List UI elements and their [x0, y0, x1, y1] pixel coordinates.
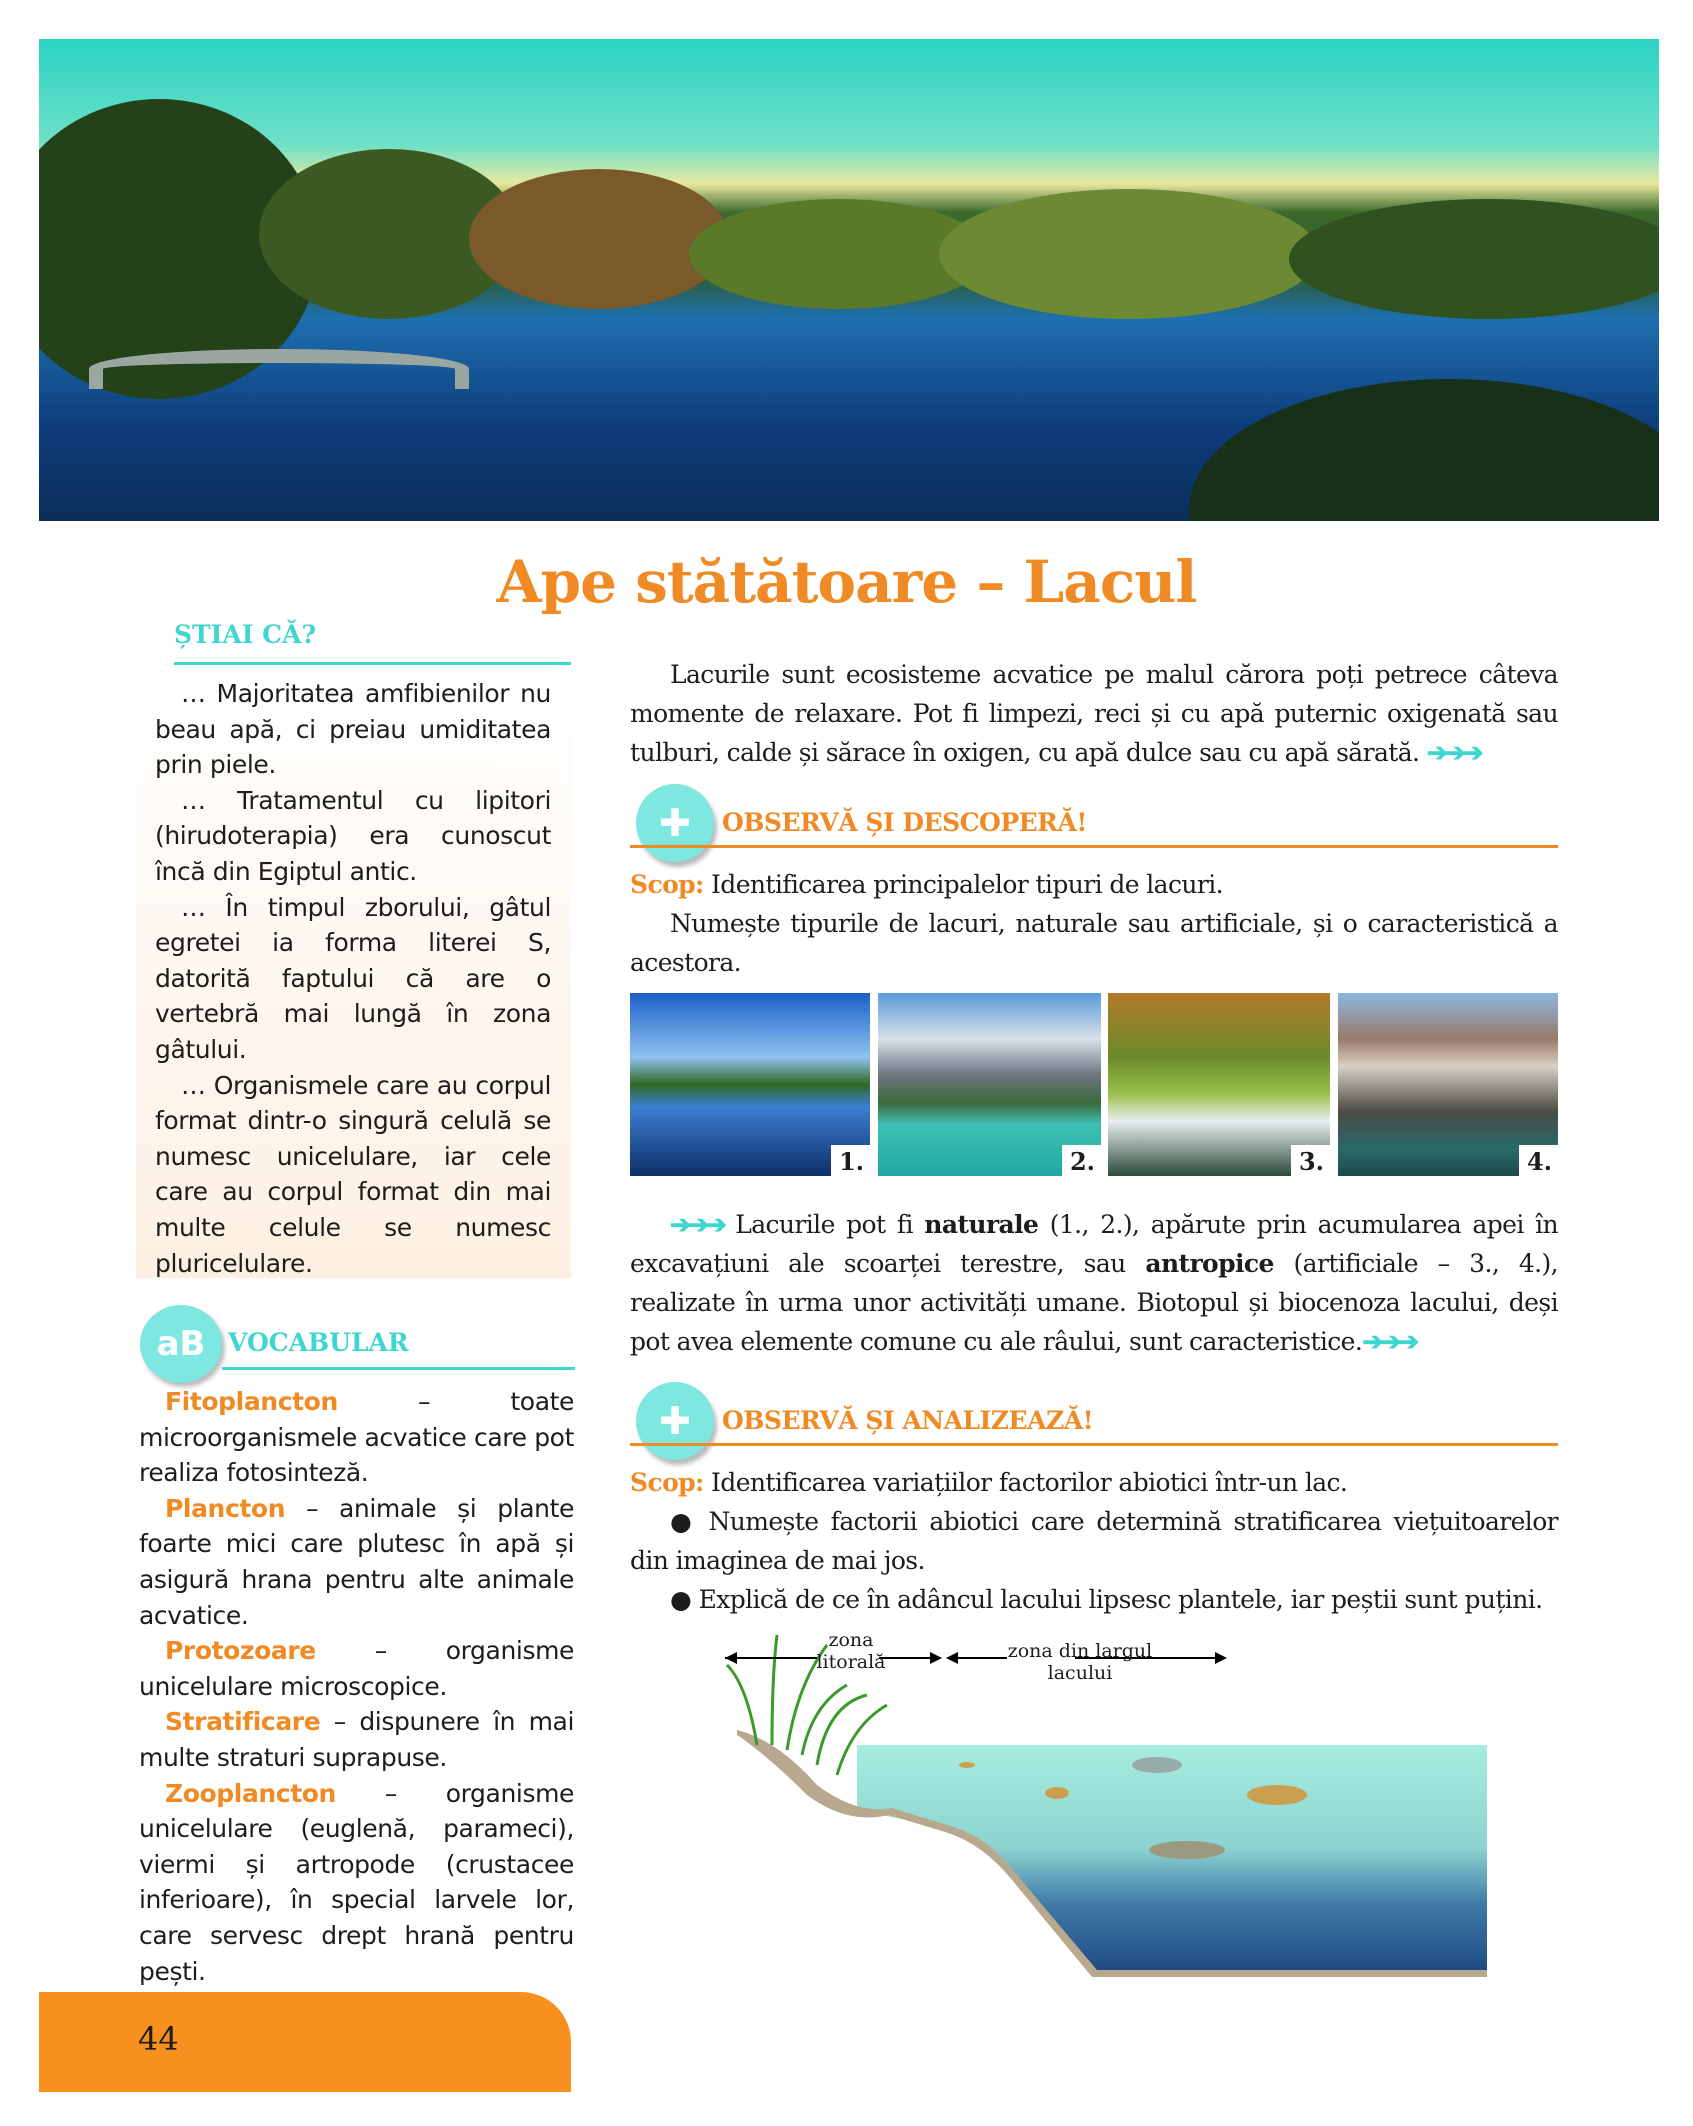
section2-text [630, 1463, 1558, 1619]
fact: … Tratamentul cu lipitori (hirudoterapia) era cunoscut încă din Egiptul antic. [155, 785, 551, 886]
page-footer-bar [39, 1992, 571, 2092]
vocabulary-entry [139, 1633, 574, 1704]
section-divider [630, 845, 1558, 848]
lake-types-paragraph [630, 1205, 1558, 1361]
text: (artificiale – 3., 4.), realizate în urma unor activități umane. Biotopul și biocenoza lacului, deși pot avea elemente comune cu ale râului, sunt caracteristice. [630, 1249, 1558, 1356]
vocabulary-entry [139, 1491, 574, 1633]
page-number: 44 [138, 2020, 179, 2058]
vocabulary-heading: VOCABULAR [228, 1328, 409, 1357]
vocabulary-icon: aB [140, 1305, 222, 1383]
did-you-know-facts [155, 676, 551, 1281]
fact: … Organismele care au corpul format dintr-o singură celulă se numesc unicelulare, iar cele care au corpul format din mai multe celule se numesc pluricelulare. [155, 1070, 551, 1278]
puzzle-icon: ✚ [636, 784, 714, 862]
section1-text [630, 865, 1558, 982]
zone-label-open-water: zona din largul lacului [1007, 1640, 1153, 1684]
fact: … În timpul zborului, gâtul egretei ia forma literei S, datorită faptului că are o vertebră mai lungă în zona gâtului. [155, 892, 551, 1064]
bullet-text: Explică de ce în adâncul lacului lipsesc plantele, iar peștii sunt puțini. [698, 1585, 1543, 1614]
vocabulary-entry [139, 1776, 574, 1990]
lake-photo-4-dam [1338, 993, 1558, 1176]
puzzle-icon: ✚ [636, 1382, 714, 1460]
vocabulary-term: Fitoplancton [165, 1387, 338, 1416]
vocabulary-term: Stratificare [165, 1707, 321, 1737]
lake-photo-2 [878, 993, 1101, 1176]
photo-label: 3. [1291, 1145, 1330, 1176]
lake-photo-3 [1108, 993, 1330, 1176]
text: (1., 2.), apărute prin acumularea apei în excavațiuni ale scoarței terestre, sau [630, 1210, 1558, 1278]
water [857, 1745, 1487, 1973]
bullet-item: ● Numește factorii abiotici care determină stratificarea viețuitoarelor din imaginea de mai jos. [630, 1507, 1558, 1575]
section-divider [630, 1443, 1558, 1446]
page-title: Ape stătătoare – Lacul [496, 548, 1197, 616]
heading-divider [222, 1367, 575, 1370]
photo-label: 4. [1519, 1145, 1558, 1176]
did-you-know-heading: ȘTIAI CĂ? [174, 620, 317, 649]
vocabulary-term: Plancton [165, 1493, 286, 1523]
section-heading-observe-discover: OBSERVĂ ȘI DESCOPERĂ! [722, 808, 1087, 837]
photo-label: 1. [831, 1145, 870, 1176]
zone-label-littoral: zona litorală [816, 1629, 886, 1673]
intro-paragraph [630, 655, 1558, 772]
continue-arrows-icon: ➔➔➔ [1362, 1327, 1417, 1356]
bold-term: naturale [924, 1210, 1039, 1239]
section-heading-observe-analyze: OBSERVĂ ȘI ANALIZEAZĂ! [722, 1406, 1094, 1435]
photo-label: 2. [1062, 1145, 1101, 1176]
scop-label: Scop: [630, 1468, 704, 1497]
vocabulary-definition: – animale și plante foarte mici care plutesc în apă și asigură hrana pentru alte animale acvatice. [139, 1493, 574, 1630]
intro-text: Lacurile sunt ecosisteme acvatice pe malul cărora poți petrece câteva momente de relaxare. Pot fi limpezi, reci și cu apă puternic oxigenată sau tulburi, calde și sărace în oxigen, cu apă dulce sau cu apă sărată. [630, 660, 1558, 767]
lake-zones-diagram [717, 1625, 1487, 1995]
vocabulary-definition: – organisme unicelulare microscopice. [139, 1636, 574, 1701]
scop-text: Identificarea variațiilor factorilor abiotici într-un lac. [703, 1468, 1348, 1497]
bold-term: antropice [1145, 1249, 1274, 1278]
continue-arrows-icon: ➔➔➔ [670, 1210, 724, 1239]
lake-photo-1 [630, 993, 870, 1176]
vocabulary-definition: – organisme unicelulare (euglenă, parameci), viermi și artropode (crustacee inferioare), în special larvele lor, care servesc drept hrană pentru pești. [139, 1778, 574, 1986]
vocabulary-definition: – toate microorganismele acvatice care pot realiza fotosinteză. [139, 1387, 574, 1488]
vocabulary-entry [139, 1384, 574, 1491]
bullet-text: Numește factorii abiotici care determină stratificarea viețuitoarelor din imaginea de mai jos. [630, 1507, 1558, 1575]
vocabulary-definition: – dispunere în mai multe straturi suprapuse. [139, 1707, 574, 1772]
vocabulary-term: Protozoare [165, 1636, 316, 1666]
scop-text: Identificarea principalelor tipuri de lacuri. [703, 870, 1223, 899]
vocabulary-list [139, 1384, 574, 1989]
text: Lacurile pot fi [723, 1210, 925, 1239]
vocabulary-term: Zooplancton [165, 1778, 336, 1808]
task-text: Numește tipurile de lacuri, naturale sau artificiale, și o caracteristică a acestora. [630, 909, 1558, 977]
continue-arrows-icon: ➔➔➔ [1426, 738, 1481, 767]
fact: … Majoritatea amfibienilor nu beau apă, ci preiau umiditatea prin piele. [155, 679, 551, 780]
vocabulary-entry [139, 1704, 574, 1775]
hero-photo-japanese-garden-lake [39, 39, 1659, 521]
bullet-item: ● Explică de ce în adâncul lacului lipsesc plantele, iar peștii sunt puțini. [670, 1585, 1543, 1614]
scop-label: Scop: [630, 870, 704, 899]
heading-divider [174, 662, 571, 665]
